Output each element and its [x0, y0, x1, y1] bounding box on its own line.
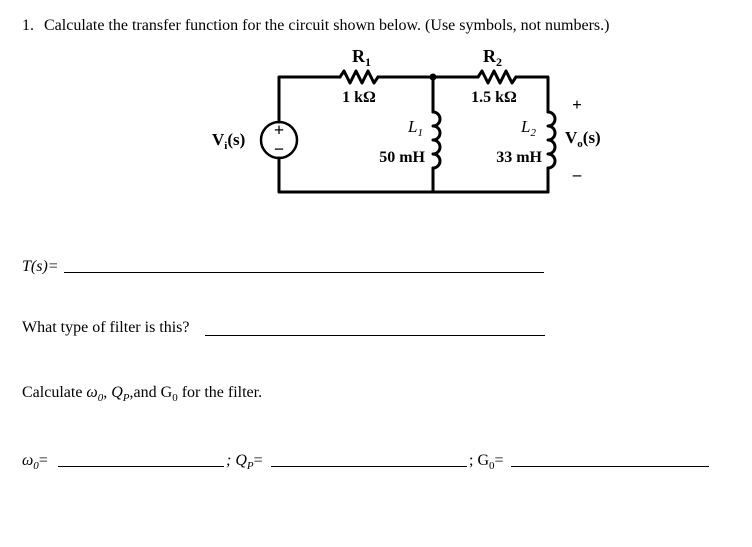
qp-answer-label: ; $Q_P=$: [226, 452, 263, 473]
transfer-function-prompt: T(s)=: [22, 258, 59, 275]
l1-label: $L_1$: [408, 117, 423, 139]
calc-prefix: Calculate: [22, 384, 87, 401]
r1-label: $R_1$: [352, 46, 371, 69]
resistor-r2: [478, 71, 516, 83]
vin-label: $V_i(s)$: [212, 130, 246, 152]
g0-answer-line[interactable]: [511, 466, 709, 467]
resistor-r1: [340, 71, 378, 83]
l1-value: 50 mH: [379, 149, 425, 166]
junction-dot: [430, 74, 437, 81]
vout-label: $V_o(s)$: [565, 128, 601, 150]
wire-top-left: [279, 77, 340, 122]
inductor-l1: [433, 112, 440, 168]
calc-qp: $Q_P$: [111, 384, 130, 405]
vout-plus: +: [572, 95, 582, 114]
wire-r2-right: [516, 77, 548, 112]
calculate-prompt: [22, 384, 262, 404]
circuit-diagram: [0, 0, 752, 220]
w0-answer-label: $\omega_0=$: [22, 452, 48, 473]
filter-type-prompt: What type of filter is this?: [22, 319, 190, 336]
calc-sep1: ,: [103, 384, 112, 401]
question-text: Calculate the transfer function for the circuit shown below. (Use symbols, not numbers.): [44, 17, 610, 34]
l2-label: $L_2$: [521, 117, 536, 139]
source-minus: −: [273, 139, 285, 159]
calc-g0: $G_0$: [160, 384, 178, 405]
g0-answer-label: ; $G_0=$: [469, 452, 504, 473]
r2-label: $R_2$: [483, 46, 502, 69]
vout-minus: –: [572, 165, 582, 184]
calc-w0: $\omega_0$: [86, 384, 104, 405]
source-plus: +: [273, 120, 285, 140]
inductor-l2: [548, 112, 555, 168]
l2-value: 33 mH: [496, 149, 542, 166]
filter-type-answer-line[interactable]: [205, 335, 545, 336]
calc-sep2: ,and: [129, 384, 161, 401]
transfer-function-answer-line[interactable]: [64, 272, 544, 273]
calc-suffix: for the filter.: [177, 384, 263, 401]
question-number: 1.: [22, 17, 34, 34]
r1-value: 1 kΩ: [342, 89, 376, 106]
w0-answer-line[interactable]: [58, 466, 224, 467]
qp-answer-line[interactable]: [271, 466, 467, 467]
r2-value: 1.5 kΩ: [471, 89, 517, 106]
